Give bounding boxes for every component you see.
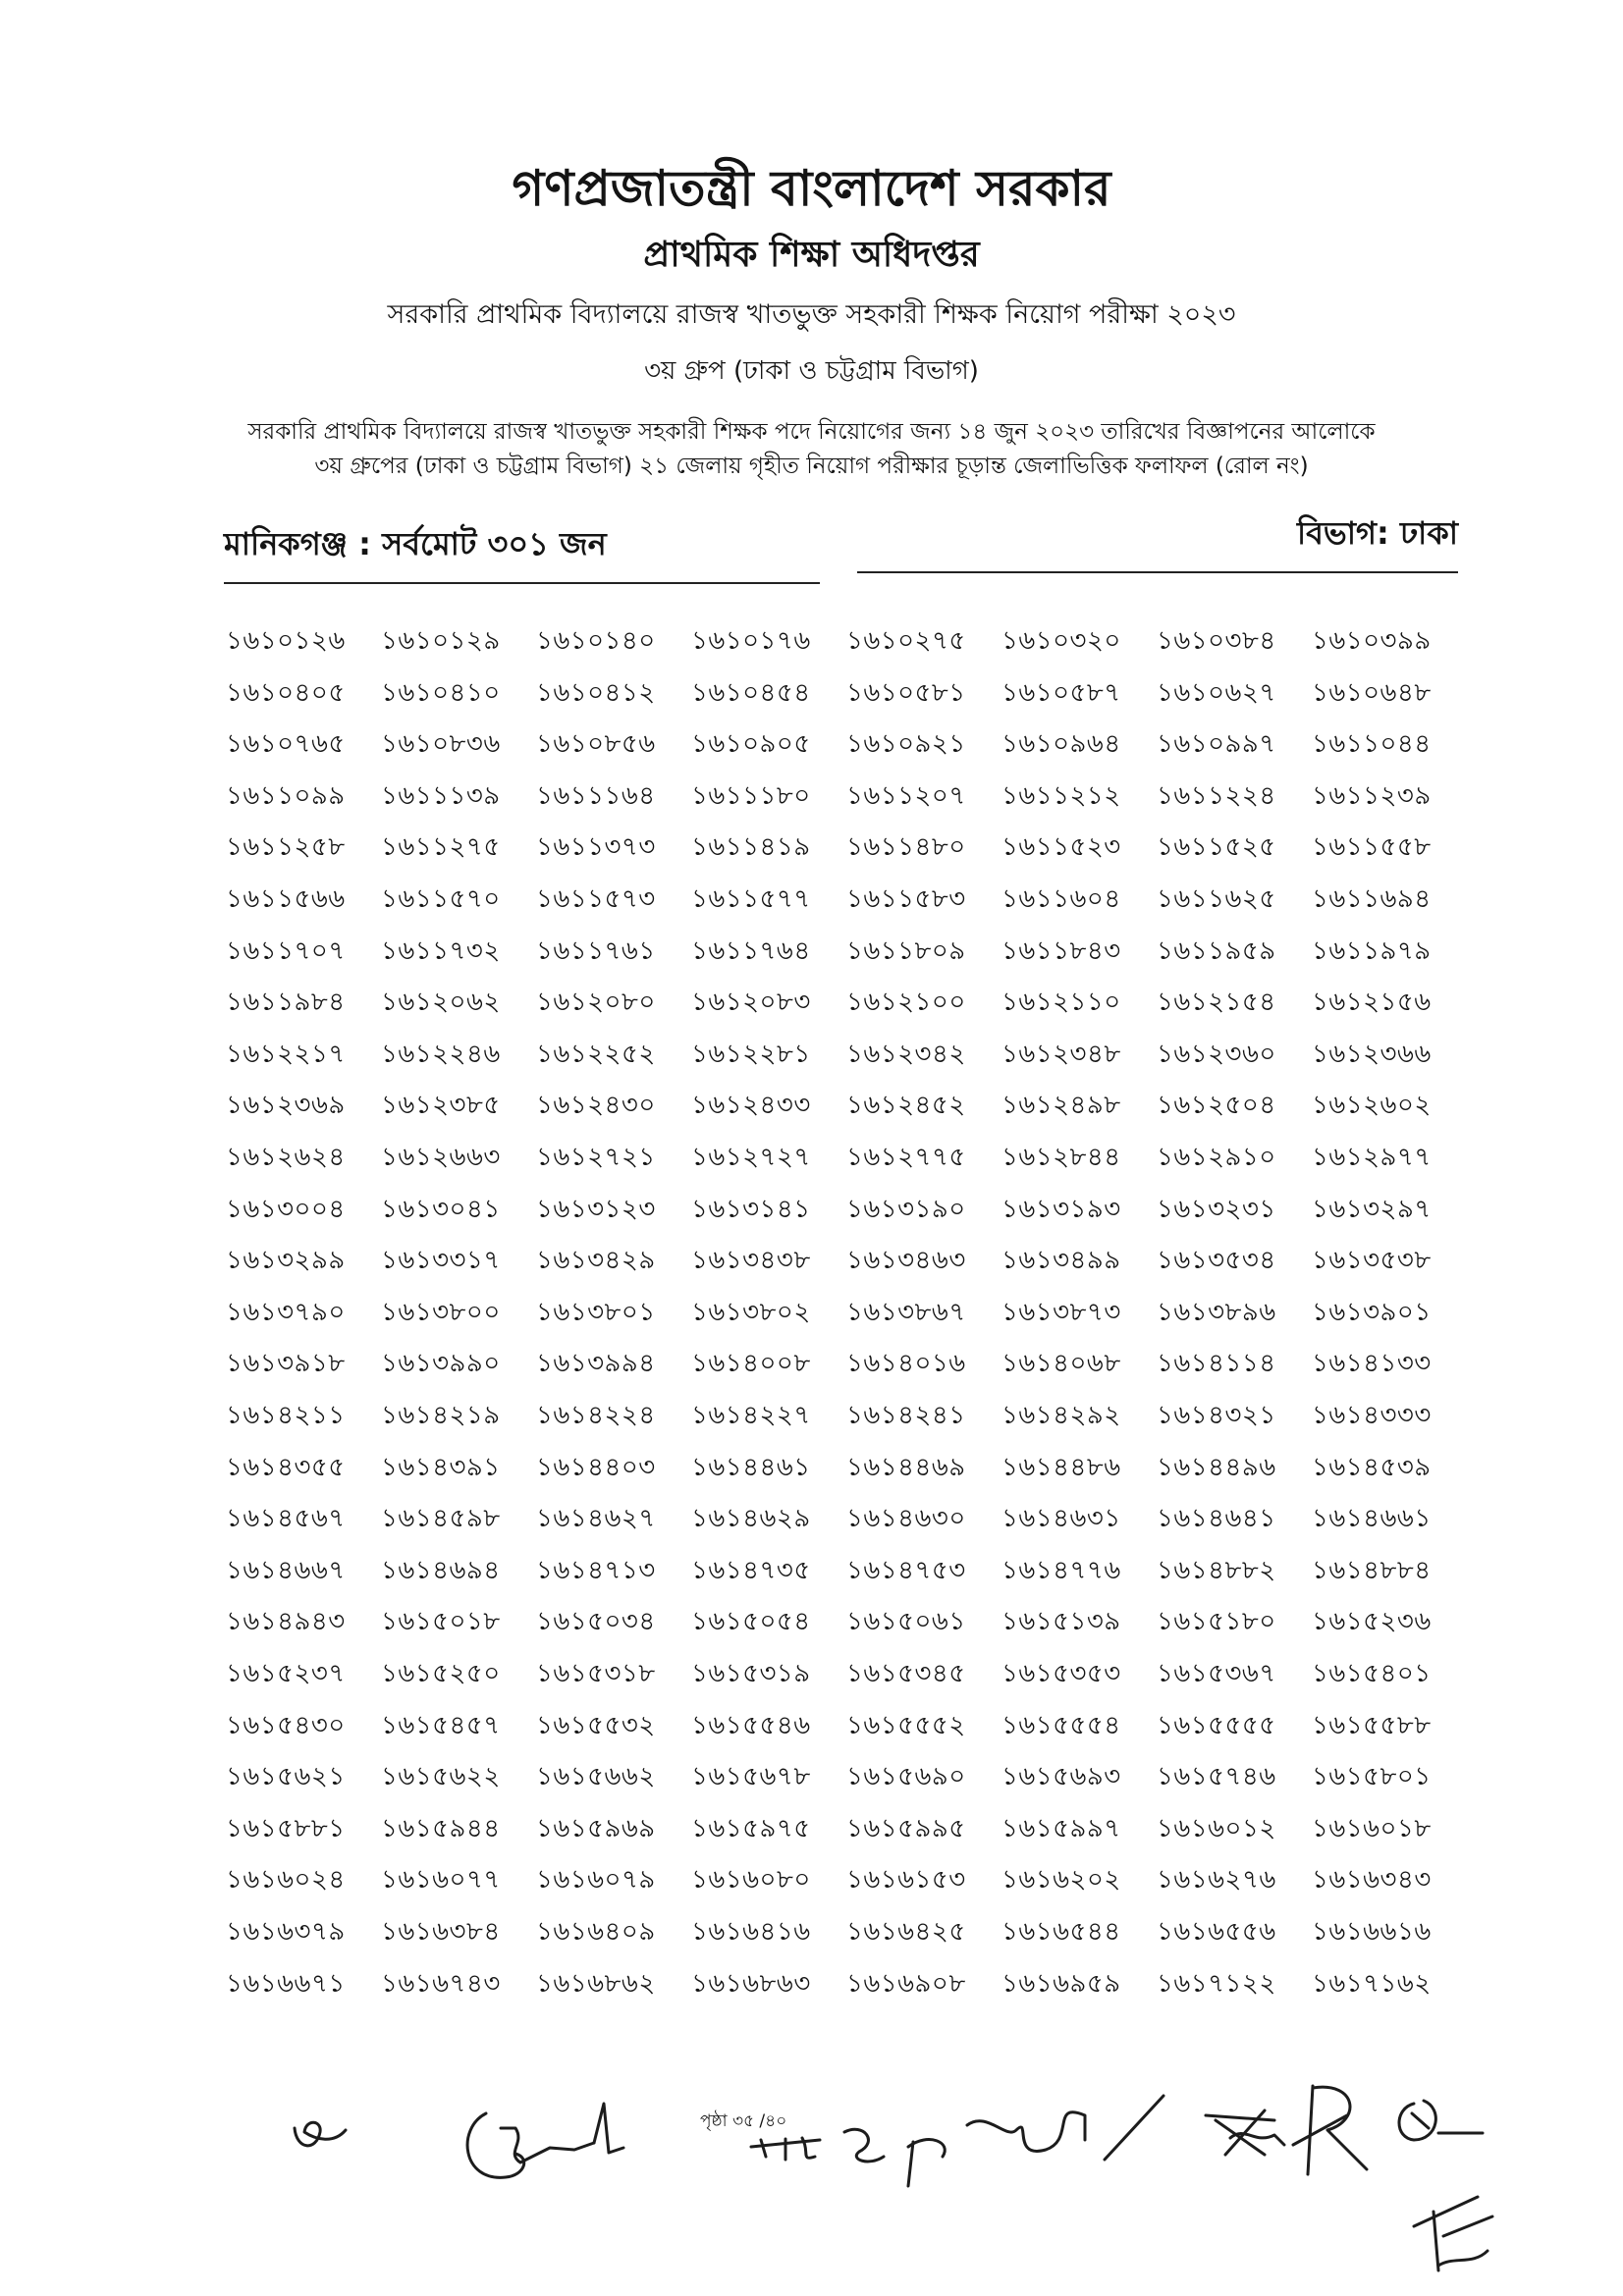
roll-number: ১৬১২৫০৪ [1157,1091,1276,1121]
roll-number: ১৬১৬৯০৮ [846,1968,966,1999]
roll-number: ১৬১৪৬২৯ [691,1504,811,1534]
roll-number: ১৬১২১৫৬ [1312,988,1432,1018]
signature-2 [741,2112,967,2191]
signature-6 [1384,2079,1502,2285]
roll-number: ১৬১১৫৭৩ [536,884,656,914]
roll-number: ১৬১৪৩২১ [1157,1401,1276,1430]
roll-number: ১৬১২৯১০ [1157,1143,1276,1172]
roll-number: ১৬১১৪৮০ [846,832,966,863]
government-title: গণপ্রজাতন্ত্রী বাংলাদেশ সরকার [512,160,1111,217]
roll-number: ১৬১১১৬৪ [536,780,656,811]
roll-number: ১৬১৬৮৬২ [536,1968,656,1999]
roll-number: ১৬১০৫৮৭ [1001,677,1121,708]
roll-number: ১৬১১৬০৪ [1001,884,1121,914]
roll-number: ১৬১৫৫৮৮ [1312,1710,1432,1740]
roll-number: ১৬১০১৪০ [536,626,656,656]
intro-text [147,415,1476,484]
roll-number: ১৬১৫০১৮ [381,1607,501,1637]
roll-number: ১৬১৫১৩৯ [1001,1607,1121,1637]
roll-number: ১৬১৫৬২২ [381,1762,501,1792]
roll-number: ১৬১৪৪৮৬ [1001,1452,1121,1482]
roll-number: ১৬১০৩২০ [1001,626,1121,656]
roll-number: ১৬১৩৯৯৪ [536,1349,656,1379]
group-title: ৩য় গ্রুপ (ঢাকা ও চট্টগ্রাম বিভাগ) [644,356,979,386]
roll-number: ১৬১২৪৯৮ [1001,1091,1121,1121]
roll-number: ১৬১৪২৯২ [1001,1401,1121,1430]
roll-number: ১৬১৪০০৮ [691,1349,811,1379]
roll-number: ১৬১১৬৯৪ [1312,884,1432,914]
roll-number: ১৬১২৪৩৩ [691,1091,811,1121]
roll-number: ১৬১০৮৫৬ [536,729,656,760]
roll-number: ১৬১৪৩৯১ [381,1452,501,1482]
roll-number: ১৬১৩৮৭৩ [1001,1297,1121,1327]
roll-number: ১৬১২৩৪২ [846,1039,966,1069]
roll-number: ১৬১৪৬৬৭ [226,1555,346,1585]
roll-number: ১৬১৩৮০২ [691,1297,811,1327]
roll-number: ১৬১১১৩৯ [381,780,501,811]
roll-number: ১৬১৩৫৩৪ [1157,1246,1276,1276]
roll-number: ১৬১৪২২৭ [691,1401,811,1430]
roll-number: ১৬১৩৮০০ [381,1297,501,1327]
roll-number: ১৬১৬৭৪৩ [381,1968,501,1999]
roll-number: ১৬১৪৪৬৯ [846,1452,966,1482]
roll-number: ১৬১০৬২৭ [1157,677,1276,708]
roll-number: ১৬১৫৬৯০ [846,1762,966,1792]
roll-number: ১৬১৬৬৭১ [226,1968,346,1999]
page-number: পৃষ্ঠা ৩৫ /৪০ [700,2111,787,2131]
roll-number: ১৬১৪৪৬১ [691,1452,811,1482]
roll-number: ১৬১২১৫৪ [1157,988,1276,1018]
roll-number: ১৬১২৯৭৭ [1312,1143,1432,1172]
roll-number: ১৬১৫০৫৪ [691,1607,811,1637]
roll-number: ১৬১৬১৫৩ [846,1865,966,1896]
divider-right [857,571,1458,573]
roll-number: ১৬১১৫২৩ [1001,832,1121,863]
roll-number: ১৬১৫৬৬২ [536,1762,656,1792]
roll-number: ১৬১৩৫৩৮ [1312,1246,1432,1276]
roll-number: ১৬১৩১২৩ [536,1194,656,1224]
roll-number: ১৬১৫২৫০ [381,1659,501,1688]
roll-number: ১৬১০২৭৫ [846,626,966,656]
roll-number: ১৬১০১৭৬ [691,626,811,656]
roll-number: ১৬১১৯৫৯ [1157,935,1276,966]
roll-number: ১৬১৬৫৫৬ [1157,1917,1276,1947]
roll-number: ১৬১৩৮৬৭ [846,1297,966,1327]
roll-number: ১৬১১২১২ [1001,780,1121,811]
roll-number: ১৬১৫৫৫২ [846,1710,966,1740]
roll-number: ১৬১১৫২৫ [1157,832,1276,863]
roll-number: ১৬১৩৮০১ [536,1297,656,1327]
roll-number: ১৬১৬৩৮৪ [381,1917,501,1947]
roll-number: ১৬১১২৩৯ [1312,780,1432,811]
roll-number: ১৬১৪৬৩০ [846,1504,966,1534]
roll-number: ১৬১৪০৬৮ [1001,1349,1121,1379]
roll-number: ১৬১৪৩৫৫ [226,1452,346,1482]
roll-number: ১৬১০১২৬ [226,626,346,656]
roll-number: ১৬১০৩৯৯ [1312,626,1432,656]
roll-number: ১৬১২৩৬০ [1157,1039,1276,1069]
roll-number: ১৬১৩৪২৯ [536,1246,656,1276]
intro-line-2: ৩য় গ্রুপের (ঢাকা ও চট্টগ্রাম বিভাগ) ২১ জেলায় গৃহীত নিয়োগ পরীক্ষার চূড়ান্ত জেলাভিত্তিক ফলাফল (রোল নং) [314,454,1309,479]
roll-number: ১৬১৫৯৯৭ [1001,1813,1121,1843]
roll-number: ১৬১৫৮৮১ [226,1813,346,1843]
roll-number: ১৬১১১৮০ [691,780,811,811]
roll-number: ১৬১১৬২৫ [1157,884,1276,914]
roll-number: ১৬১০৪১০ [381,677,501,708]
roll-number: ১৬১৪৫৩৯ [1312,1452,1432,1482]
roll-number: ১৬১৩২৩১ [1157,1194,1276,1224]
roll-number: ১৬১০৯৬৪ [1001,729,1121,760]
roll-number: ১৬১৪৬৩১ [1001,1504,1121,1534]
roll-number: ১৬১২০৬২ [381,988,501,1018]
roll-number: ১৬১২২৫২ [536,1039,656,1069]
roll-number: ১৬১৪১৩৩ [1312,1349,1432,1379]
intro-line-1: সরকারি প্রাথমিক বিদ্যালয়ে রাজস্ব খাতভুক্ত সহকারী শিক্ষক পদে নিয়োগের জন্য ১৪ জুন ২০২৩ তারিখের বিজ্ঞাপনের আলোকে [247,419,1376,445]
roll-number: ১৬১৬৪০৯ [536,1917,656,1947]
roll-number: ১৬১০৯২১ [846,729,966,760]
roll-number: ১৬১৬৩৭৯ [226,1917,346,1947]
roll-number: ১৬১৫৯৪৪ [381,1813,501,1843]
roll-number: ১৬১৪৪৯৬ [1157,1452,1276,1482]
roll-number: ১৬১৬৪২৫ [846,1917,966,1947]
roll-number: ১৬১৫৩১৯ [691,1659,811,1688]
roll-number: ১৬১৬২৭৬ [1157,1865,1276,1896]
roll-number: ১৬১০৬৪৮ [1312,677,1432,708]
roll-number: ১৬১২৩৮৫ [381,1091,501,1121]
roll-number: ১৬১৪৬৬১ [1312,1504,1432,1534]
roll-number: ১৬১৩২৯৯ [226,1246,346,1276]
roll-number: ১৬১০৪১২ [536,677,656,708]
roll-number: ১৬১৬০৭৯ [536,1865,656,1896]
roll-number: ১৬১৫৯৯৫ [846,1813,966,1843]
roll-number: ১৬১১২৫৮ [226,832,346,863]
roll-number: ১৬১৩০০৪ [226,1194,346,1224]
roll-number: ১৬১৫৫৪৬ [691,1710,811,1740]
roll-number: ১৬১২৪৫২ [846,1091,966,1121]
roll-number: ১৬১০৪০৫ [226,677,346,708]
roll-number: ১৬১৪২৪১ [846,1401,966,1430]
directorate-title: প্রাথমিক শিক্ষা অধিদপ্তর [643,235,980,275]
roll-number: ১৬১১৯৮৪ [226,988,346,1018]
roll-number: ১৬১৫৪০১ [1312,1659,1432,1688]
roll-number: ১৬১১৩৭৩ [536,832,656,863]
roll-number: ১৬১৫১৮০ [1157,1607,1276,1637]
roll-number: ১৬১৩৪৬৩ [846,1246,966,1276]
roll-number: ১৬১৫৫৫৫ [1157,1710,1276,1740]
roll-number: ১৬১১৫৭৭ [691,884,811,914]
roll-number: ১৬১৪৮৮৪ [1312,1555,1432,1585]
roll-number: ১৬১৪৮৮২ [1157,1555,1276,1585]
roll-number: ১৬১২৩৪৮ [1001,1039,1121,1069]
roll-number: ১৬১১৭৩২ [381,935,501,966]
roll-number: ১৬১১৭৬৪ [691,935,811,966]
roll-number: ১৬১২৭২১ [536,1143,656,1172]
roll-number: ১৬১১৯৭৯ [1312,935,1432,966]
roll-number: ১৬১৪৭৩৫ [691,1555,811,1585]
roll-number: ১৬১৩০৪১ [381,1194,501,1224]
divider-left [224,582,820,584]
roll-number: ১৬১৪২১১ [226,1401,346,1430]
roll-number: ১৬১১৭০৭ [226,935,346,966]
roll-number: ১৬১৪১১৪ [1157,1349,1276,1379]
roll-number: ১৬১২১০০ [846,988,966,1018]
roll-number: ১৬১৩১৯৩ [1001,1194,1121,1224]
roll-number: ১৬১১৮০৯ [846,935,966,966]
roll-number: ১৬১৫৯৬৯ [536,1813,656,1843]
roll-number: ১৬১৩৭৯০ [226,1297,346,1327]
roll-number: ১৬১০৯০৫ [691,729,811,760]
roll-number: ১৬১১২৭৫ [381,832,501,863]
roll-number: ১৬১৪৩৩৩ [1312,1401,1432,1430]
roll-number: ১৬১৩৪৯৯ [1001,1246,1121,1276]
roll-number: ১৬১২৭২৭ [691,1143,811,1172]
roll-number: ১৬১০৭৬৫ [226,729,346,760]
roll-number: ১৬১৪৭৭৬ [1001,1555,1121,1585]
roll-number: ১৬১০৫৮১ [846,677,966,708]
roll-number: ১৬১৪২২৪ [536,1401,656,1430]
signature-1 [447,2089,643,2197]
roll-number: ১৬১১২২৪ [1157,780,1276,811]
roll-number: ১৬১৪২১৯ [381,1401,501,1430]
roll-number: ১৬১৫৩৪৫ [846,1659,966,1688]
signature-3 [957,2081,1173,2189]
roll-number: ১৬১২০৮৩ [691,988,811,1018]
roll-number: ১৬১৫২৩৬ [1312,1607,1432,1637]
roll-number: ১৬১৬০১২ [1157,1813,1276,1843]
roll-number: ১৬১৫৩১৮ [536,1659,656,1688]
roll-number: ১৬১৪৫৯৮ [381,1504,501,1534]
roll-number: ১৬১৫৪৫৭ [381,1710,501,1740]
roll-number: ১৬১১৫৫৮ [1312,832,1432,863]
roll-number: ১৬১৫৩৬৭ [1157,1659,1276,1688]
roll-number: ১৬১২২১৭ [226,1039,346,1069]
roll-number: ১৬১৩৩১৭ [381,1246,501,1276]
roll-number: ১৬১০৯৯৭ [1157,729,1276,760]
roll-number: ১৬১২৮৪৪ [1001,1143,1121,1172]
roll-number: ১৬১৬৫৪৪ [1001,1917,1121,1947]
roll-number: ১৬১১৭৬১ [536,935,656,966]
roll-number: ১৬১৫৪৩০ [226,1710,346,1740]
roll-number: ১৬১০১২৯ [381,626,501,656]
roll-number: ১৬১১৫৮৩ [846,884,966,914]
roll-number: ১৬১৩৪৩৮ [691,1246,811,1276]
roll-number: ১৬১৩১৪১ [691,1194,811,1224]
roll-number: ১৬১২৪৩০ [536,1091,656,1121]
district-label: মানিকগঞ্জ : সর্বমোট ৩০১ জন [224,525,607,562]
roll-number: ১৬১১০৪৪ [1312,729,1432,760]
roll-number: ১৬১১৮৪৩ [1001,935,1121,966]
roll-number: ১৬১৫০৩৪ [536,1607,656,1637]
roll-number: ১৬১৬৪১৬ [691,1917,811,1947]
roll-number: ১৬১২৬২৪ [226,1143,346,1172]
division-label: বিভাগ: ঢাকা [1296,514,1458,552]
roll-number: ১৬১২৩৬৬ [1312,1039,1432,1069]
roll-number: ১৬১৬০২৪ [226,1865,346,1896]
roll-number: ১৬১৫৯৭৫ [691,1813,811,1843]
roll-number: ১৬১৬৩৪৩ [1312,1865,1432,1896]
roll-number: ১৬১৪০১৬ [846,1349,966,1379]
roll-number: ১৬১২৬০২ [1312,1091,1432,1121]
roll-number: ১৬১৫৬২১ [226,1762,346,1792]
roll-number: ১৬১৬০৭৭ [381,1865,501,1896]
roll-number: ১৬১৪৭৫৩ [846,1555,966,1585]
roll-number: ১৬১৬০১৮ [1312,1813,1432,1843]
roll-number: ১৬১৪৬৪১ [1157,1504,1276,1534]
signature-4 [1196,2101,1294,2169]
roll-number: ১৬১৩১৯০ [846,1194,966,1224]
roll-number: ১৬১৬৬১৬ [1312,1917,1432,1947]
roll-number: ১৬১৫৫৫৪ [1001,1710,1121,1740]
roll-number: ১৬১৫৩৫৩ [1001,1659,1121,1688]
roll-number: ১৬১৪৬২৭ [536,1504,656,1534]
roll-number: ১৬১৩৯১৮ [226,1349,346,1379]
roll-number: ১৬১৫৬৯৩ [1001,1762,1121,1792]
roll-number: ১৬১২৭৭৫ [846,1143,966,1172]
roll-number: ১৬১৬৯৫৯ [1001,1968,1121,1999]
roll-number: ১৬১৫৮০১ [1312,1762,1432,1792]
roll-number: ১৬১৪৪০৩ [536,1452,656,1482]
roll-number: ১৬১৬৮৬৩ [691,1968,811,1999]
roll-number: ১৬১২০৮০ [536,988,656,1018]
roll-number: ১৬১০৮৩৬ [381,729,501,760]
roll-number: ১৬১৩২৯৭ [1312,1194,1432,1224]
roll-number: ১৬১৭১২২ [1157,1968,1276,1999]
roll-number: ১৬১১৫৬৬ [226,884,346,914]
roll-number: ১৬১৩৯০১ [1312,1297,1432,1327]
roll-number: ১৬১১৪১৯ [691,832,811,863]
roll-number: ১৬১৪৫৬৭ [226,1504,346,1534]
roll-number: ১৬১২২৪৬ [381,1039,501,1069]
roll-number: ১৬১৫২৩৭ [226,1659,346,1688]
roll-number: ১৬১৩৯৯০ [381,1349,501,1379]
exam-title: সরকারি প্রাথমিক বিদ্যালয়ে রাজস্ব খাতভুক্ত সহকারী শিক্ষক নিয়োগ পরীক্ষা ২০২৩ [387,299,1236,330]
roll-number: ১৬১৭১৬২ [1312,1968,1432,1999]
roll-number: ১৬১০৩৮৪ [1157,626,1276,656]
roll-number: ১৬১৪৯৪৩ [226,1607,346,1637]
roll-number: ১৬১২৩৬৯ [226,1091,346,1121]
roll-number: ১৬১২১১০ [1001,988,1121,1018]
roll-number: ১৬১৪৬৯৪ [381,1555,501,1585]
roll-number-grid [226,620,1502,2073]
roll-number: ১৬১৬০৮০ [691,1865,811,1896]
roll-number: ১৬১২৬৬৩ [381,1143,501,1172]
roll-number: ১৬১১৫৭০ [381,884,501,914]
roll-number: ১৬১৫৫৩২ [536,1710,656,1740]
signature-5 [1288,2076,1381,2184]
roll-number: ১৬১৩৮৯৬ [1157,1297,1276,1327]
roll-number: ১৬১৬২০২ [1001,1865,1121,1896]
roll-number: ১৬১২২৮১ [691,1039,811,1069]
roll-number: ১৬১১০৯৯ [226,780,346,811]
roll-number: ১৬১৫৭৪৬ [1157,1762,1276,1792]
roll-number: ১৬১০৪৫৪ [691,677,811,708]
roll-number: ১৬১৪৭১৩ [536,1555,656,1585]
roll-number: ১৬১৫০৬১ [846,1607,966,1637]
roll-number: ১৬১১২০৭ [846,780,966,811]
roll-number: ১৬১৫৬৭৮ [691,1762,811,1792]
